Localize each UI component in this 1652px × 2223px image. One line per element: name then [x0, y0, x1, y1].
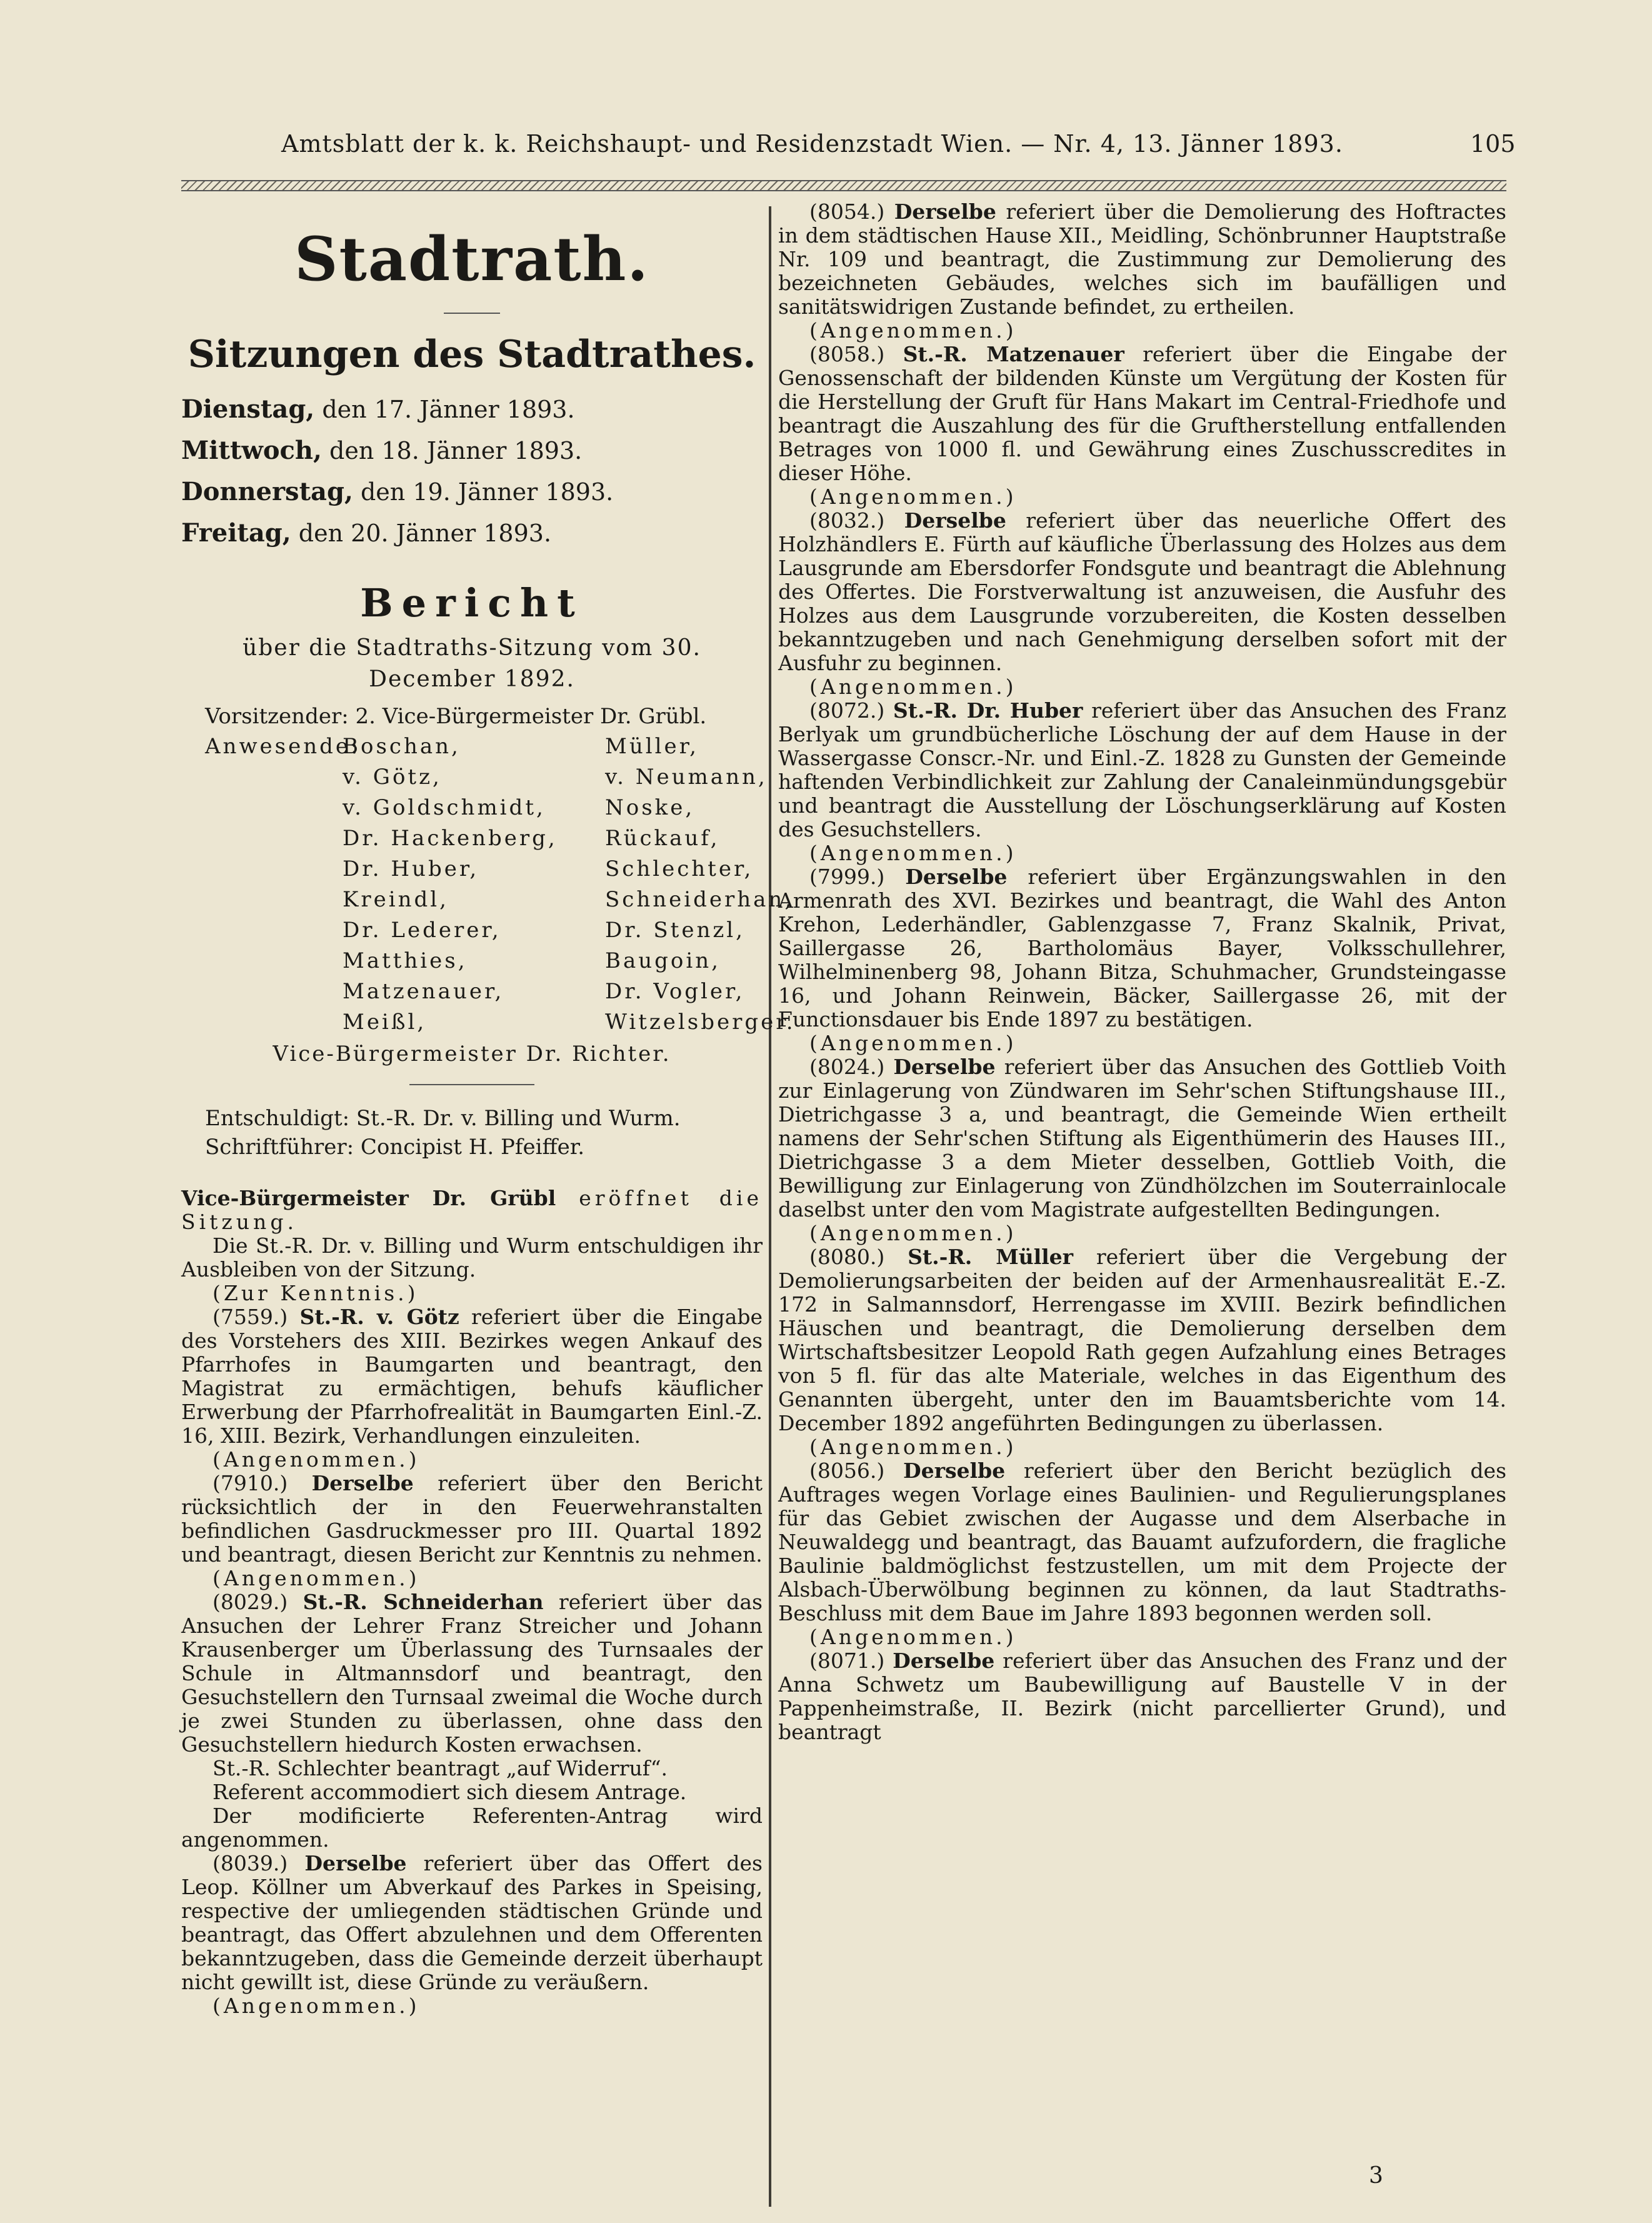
- item-speaker: Derselbe: [904, 508, 1006, 533]
- opening-text: eröffnet die Sitzung.: [181, 1186, 763, 1234]
- session-date-text: den 20. Jänner 1893.: [298, 519, 552, 547]
- item-number: (8072.): [809, 698, 885, 723]
- item-number: (7559.): [213, 1305, 288, 1329]
- attendee: Meißl,: [343, 1010, 427, 1035]
- item-speaker: Derselbe: [893, 1055, 996, 1079]
- report-title: Bericht: [360, 580, 584, 626]
- item-text: referiert über das Ansuchen des Franz und der Anna Schwetz um Baubewilligung auf Baustelle V in der Pappenheimstraße, II. Bezirk (nicht parcellierter Grund), und beantragt: [778, 1648, 1506, 1744]
- attendee: Dr. Hackenberg,: [343, 826, 558, 851]
- agenda-item: [181, 1305, 763, 1472]
- attendee: v. Götz,: [343, 765, 442, 790]
- session-day: Mittwoch,: [181, 436, 322, 465]
- item-number: (8056.): [809, 1458, 885, 1483]
- attendees-list: [205, 731, 796, 1038]
- item-number: (8080.): [809, 1245, 885, 1269]
- column-divider: [769, 206, 771, 2207]
- attendee: Matthies,: [343, 948, 468, 973]
- chairman-line: Vorsitzender: 2. Vice-Bürgermeister Dr. Grübl.: [205, 704, 707, 729]
- sessions-title: Sitzungen des Stadtrathes.: [188, 333, 756, 376]
- opening-paragraph: [181, 1187, 763, 1234]
- agenda-item: [181, 1852, 763, 2018]
- attendee: Kreindl,: [343, 887, 449, 912]
- item-text: referiert über das Ansuchen des Gottlieb Voith zur Einlagerung von Zündwaren im Sehr'schen Stiftungshause III., Dietrichgasse 3 a, und beantragt, die Gemeinde Wien ertheilt namens der Sehr'schen Stiftung als Eigenthümerin des Hauses III., Dietrichgasse 3 a dem Mieter desselben, Gottlieb Voith, die Bewilligung zur Einlagerung von Zündhölzchen im Souterrainlocale daselbst unter den vom Magistrate aufgestellten Bedingungen.: [778, 1055, 1506, 1222]
- attendee: Dr. Lederer,: [343, 918, 501, 943]
- section-title: Stadtrath.: [294, 224, 649, 294]
- attendee: v. Goldschmidt,: [343, 795, 546, 820]
- item-text: referiert über den Bericht rücksichtlich der in den Feuerwehranstalten befindlichen Gasdruckmesser pro III. Quartal 1892 und beantragt, diesen Bericht zur Kenntnis zu nehmen.: [181, 1471, 763, 1567]
- session-day: Dienstag,: [181, 394, 315, 424]
- item-text: referiert über das Ansuchen des Franz Berlyak um grundbücherliche Löschung der auf dem Hause in der Wassergasse Conscr.-Nr. und Einl.-Z. 1828 zu Gunsten der Gemeinde haftenden Verbindlichkeit zur Zahlung der Canaleinmündungsgebür und beantragt die Ausstellung der Löschungserklärung auf Kosten des Gesuchstellers.: [778, 698, 1506, 841]
- item-number: (8071.): [809, 1648, 885, 1673]
- attendee: Matzenauer,: [343, 979, 504, 1004]
- session-day: Donnerstag,: [181, 477, 353, 506]
- item-speaker: St.-R. v. Götz: [299, 1305, 459, 1329]
- item-speaker: Derselbe: [894, 199, 996, 224]
- attendee: Rückauf,: [605, 826, 720, 851]
- item-number: (7999.): [809, 865, 885, 889]
- session-date-text: den 18. Jänner 1893.: [329, 437, 583, 464]
- excuse-text: Die St.-R. Dr. v. Billing und Wurm entschuldigen ihr Ausbleiben von der Sitzung.: [181, 1233, 763, 1282]
- resolution: (Zur Kenntnis.): [213, 1281, 419, 1305]
- resolution: (Angenommen.): [809, 675, 1017, 699]
- attendee: v. Neumann,: [605, 765, 768, 790]
- item-speaker: St.-R. Dr. Huber: [893, 698, 1083, 723]
- item-number: (8054.): [809, 199, 885, 224]
- agenda-item: [778, 1649, 1506, 1744]
- item-speaker: Derselbe: [311, 1471, 414, 1495]
- item-number: (8029.): [213, 1590, 288, 1614]
- item-number: (8058.): [809, 342, 885, 366]
- excuse-paragraph: [181, 1234, 763, 1305]
- agenda-item: [778, 200, 1506, 343]
- attendee: Dr. Vogler,: [605, 979, 745, 1004]
- agenda-item: [778, 509, 1506, 699]
- item-speaker: Derselbe: [893, 1648, 995, 1673]
- item-speaker: St.-R. Schneiderhan: [303, 1590, 544, 1614]
- attendee: Müller,: [605, 734, 699, 759]
- session-day: Freitag,: [181, 518, 291, 548]
- session-date-text: den 17. Jänner 1893.: [322, 396, 575, 423]
- agenda-item: [778, 699, 1506, 865]
- session-date: [181, 513, 763, 554]
- attendee: Baugoin,: [605, 948, 721, 973]
- resolution: (Angenommen.): [809, 1625, 1017, 1649]
- item-speaker: Derselbe: [304, 1851, 407, 1875]
- attendee: Schlechter,: [605, 856, 754, 881]
- item-number: (7910.): [213, 1471, 288, 1495]
- item-text: referiert über die Eingabe der Genossenschaft der bildenden Künste um Vergütung der Kosten für die Herstellung der Gruft für Hans Makart im Central-Friedhofe und beantragt die Auszahlung des für die Gruftherstellung entfallenden Betrages von 1000 fl. und Gewährung eines Zuschusscredites in dieser Höhe.: [778, 342, 1506, 485]
- resolution: (Angenommen.): [809, 318, 1017, 343]
- attendee: Dr. Huber,: [343, 856, 479, 881]
- referent-line: Referent accommodiert sich diesem Antrage.: [213, 1780, 687, 1804]
- page-number: 105: [1470, 130, 1516, 158]
- item-number: (8032.): [809, 508, 885, 533]
- report-subtitle: über die Stadtraths-Sitzung vom 30. December 1892.: [243, 635, 701, 692]
- resolution: (Angenommen.): [809, 484, 1017, 509]
- agenda-item: [778, 865, 1506, 1055]
- attendee: Schneiderhan,: [605, 887, 794, 912]
- title-rule: [444, 313, 500, 314]
- agenda-item: [181, 1472, 763, 1590]
- agenda-item: [778, 1245, 1506, 1459]
- page-header: Amtsblatt der k. k. Reichshaupt- und Residenzstadt Wien. — Nr. 4, 13. Jänner 1893.: [281, 130, 1343, 158]
- agenda-item: [778, 1459, 1506, 1649]
- opening-speaker: Vice-Bürgermeister Dr. Grübl: [181, 1186, 556, 1210]
- resolution: (Angenommen.): [213, 1994, 420, 2018]
- attendees-label: Anwesende:: [205, 734, 361, 759]
- item-text: referiert über Ergänzungswahlen in den Armenrath des XVI. Bezirkes und beantragt, die Wahl des Anton Krehon, Lederhändler, Gablenzgasse 7, Franz Skalnik, Privat, Saillergasse 26, Bartholomäus Bayer, Volksschullehrer, Wilhelminenberg 98, Johann Bitza, Schuhmacher, Grundsteingasse 16, und Johann Reinwein, Bäcker, Saillergasse 26, mit der Functionsdauer bis Ende 1897 zu bestätigen.: [778, 865, 1506, 1031]
- item-text: referiert über die Eingabe des Vorstehers des XIII. Bezirkes wegen Ankauf des Pfarrhofes in Baumgarten und beantragt, den Magistrat zu ermächtigen, behufs käuflicher Erwerbung der Pfarrhofrealität in Baumgarten Einl.-Z. 16, XIII. Bezirk, Verhandlungen einzuleiten.: [181, 1305, 763, 1448]
- item-number: (8039.): [213, 1851, 288, 1875]
- resolution: (Angenommen.): [213, 1447, 420, 1472]
- resolution: (Angenommen.): [809, 1031, 1017, 1055]
- excused-line: Entschuldigt: St.-R. Dr. v. Billing und Wurm.: [205, 1106, 681, 1131]
- item-speaker: Derselbe: [903, 1458, 1006, 1483]
- modified-line: Der modificierte Referenten-Antrag wird angenommen.: [181, 1804, 763, 1852]
- amendment-line: St.-R. Schlechter beantragt „auf Widerruf“.: [213, 1756, 668, 1780]
- attendee-vice-mayor: Vice-Bürgermeister Dr. Richter.: [273, 1041, 671, 1066]
- attendee: Noske,: [605, 795, 695, 820]
- session-date: [181, 389, 763, 430]
- item-speaker: Derselbe: [905, 865, 1008, 889]
- attendee: Boschan,: [343, 734, 461, 759]
- resolution: (Angenommen.): [213, 1566, 420, 1590]
- item-speaker: St.-R. Matzenauer: [903, 342, 1124, 366]
- item-speaker: St.-R. Müller: [908, 1245, 1074, 1269]
- agenda-item: [181, 1590, 763, 1757]
- item-text: referiert über die Vergebung der Demolierungsarbeiten der beiden auf der Armenhausrealität E.-Z. 172 in Salmannsdorf, Herrengasse im XVIII. Bezirk befindlichen Häuschen und beantragt, die Demolierung derselben dem Wirtschaftsbesitzer Leopold Rath gegen Aufzahlung eines Betrages von 5 fl. für das alte Materiale, welches in das Eigenthum des Genannten übergeht, unter den im Bauamtsberichte vom 14. December 1892 angeführten Bedingungen zu überlassen.: [778, 1245, 1506, 1435]
- header-rule: [181, 180, 1506, 191]
- session-date-text: den 19. Jänner 1893.: [360, 478, 614, 506]
- right-column: [778, 200, 1506, 1744]
- resolution: (Angenommen.): [809, 1435, 1017, 1459]
- agenda-item: [778, 1055, 1506, 1245]
- item-number: (8024.): [809, 1055, 885, 1079]
- left-column: [181, 200, 796, 2018]
- attendee: Witzelsberger.: [605, 1010, 796, 1035]
- attendee: Dr. Stenzl,: [605, 918, 745, 943]
- item-text: referiert über die Demolierung des Hoftractes in dem städtischen Hause XII., Meidling, Schönbrunner Hauptstraße Nr. 109 und beantragt, die Zustimmung zur Demolierung des bezeichneten Gebäudes, welches sich im baufälligen und sanitätswidrigen Zustande befindet, zu ertheilen.: [778, 199, 1506, 319]
- agenda-item: [778, 343, 1506, 509]
- item-text: referiert über den Bericht bezüglich des Auftrages wegen Vorlage eines Baulinien- und Regulierungsplanes für das Gebiet zwischen der Augasse und dem Alserbache in Neuwaldegg und beantragt, das Bauamt aufzufordern, die fragliche Baulinie baldmöglichst festzustellen, um mit dem Projecte der Alsbach-Überwölbung beginnen zu können, da laut Stadtraths-Beschluss mit dem Baue im Jahre 1893 begonnen werden soll.: [778, 1458, 1506, 1625]
- item-text: referiert über das neuerliche Offert des Holzhändlers E. Fürth auf käufliche Überlassung des Holzes aus dem Lausgrunde am Ebersdorfer Fondsgute und beantragt die Ablehnung des Offertes. Die Forstverwaltung ist anzuweisen, die Ausfuhr des Holzes aus dem Lausgrunde vorzubereiten, die Kosten desselben bekanntzugeben und nach Genehmigung derselben sofort mit der Ausfuhr zu beginnen.: [778, 508, 1506, 675]
- item-text: referiert über das Offert des Leop. Köllner um Abverkauf des Parkes in Speising, respective der umliegenden städtischen Gründe und beantragt, das Offert abzulehnen und dem Offerenten bekanntzugeben, dass die Gemeinde derzeit überhaupt nicht gewillt ist, diese Gründe zu veräußern.: [181, 1851, 763, 1994]
- resolution: (Angenommen.): [809, 1221, 1017, 1245]
- session-date: [181, 430, 763, 471]
- section-rule: [409, 1084, 534, 1085]
- footer-number: 3: [1369, 2163, 1383, 2189]
- item-text: referiert über das Ansuchen der Lehrer Franz Streicher und Johann Krausenberger um Überlassung des Turnsaales der Schule in Altmannsdorf und beantragt, den Gesuchstellern den Turnsaal zweimal die Woche durch je zwei Stunden zu überlassen, ohne dass den Gesuchstellern hiedurch Kosten erwachsen.: [181, 1590, 763, 1757]
- secretary-line: Schriftführer: Concipist H. Pfeiffer.: [205, 1135, 585, 1160]
- resolution: (Angenommen.): [809, 841, 1017, 865]
- session-date: [181, 471, 763, 513]
